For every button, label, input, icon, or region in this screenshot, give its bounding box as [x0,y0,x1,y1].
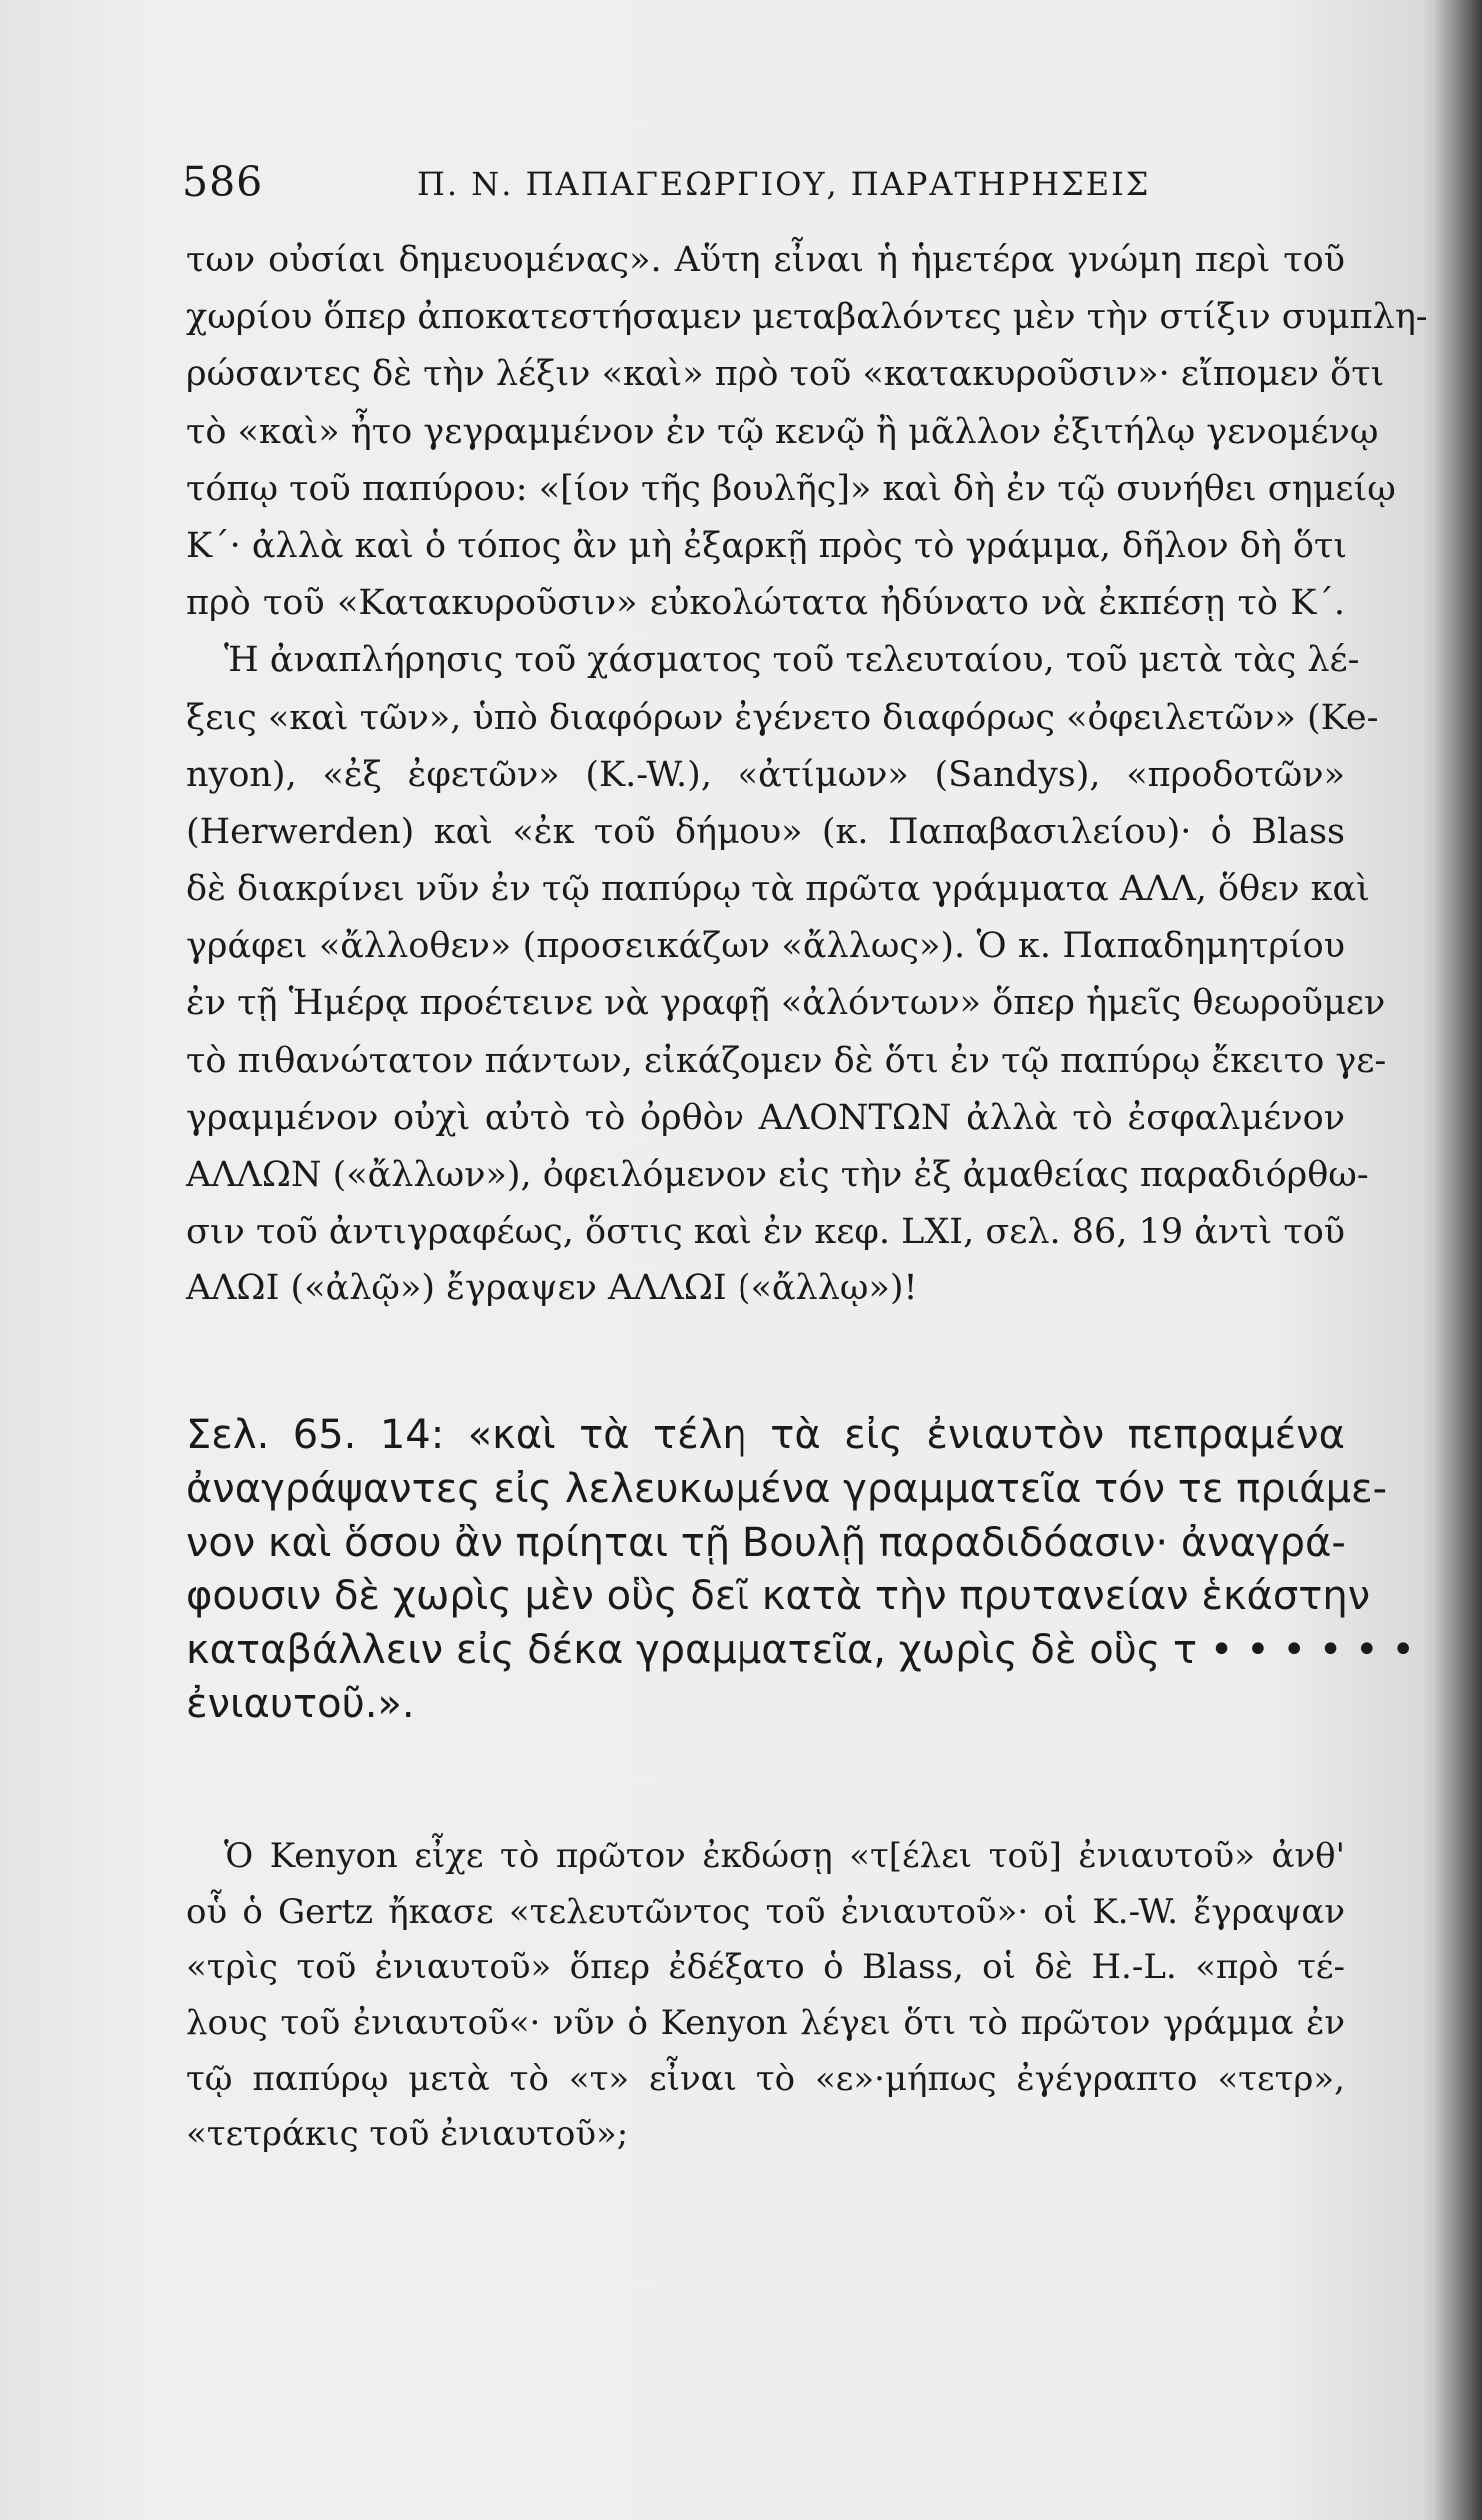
quote-line: Σελ. 65. 14: «καὶ τὰ τέλη τὰ εἰς ἐνιαυτὸν πεπραμένα [186,1412,1345,1458]
text-line: τὸ πιθανώτατον πάντων, εἰκάζομεν δὲ ὅτι ἐν τῷ παπύρῳ ἔκειτο γε- [186,1040,1387,1081]
text-line: «τρὶς τοῦ ἐνιαυτοῦ» ὅπερ ἐδέξατο ὁ Blass, οἱ δὲ H.-L. «πρὸ τέ- [186,1947,1345,1988]
quote-line: καταβάλλειν εἰς δέκα γραμματεῖα, χωρὶς δὲ οὓς τ • • • • • • [186,1627,1415,1674]
text-line: των οὐσίαι δημευομένας». Αὕτη εἶναι ἡ ἡμετέρα γνώμη περὶ τοῦ [186,240,1345,280]
text-line: ΑΛΛΩΝ («ἄλλων»), ὀφειλόμενον εἰς τὴν ἐξ ἀμαθείας παραδιόρθω- [186,1155,1369,1195]
commentary-block [186,232,1428,1318]
text-line: σιν τοῦ ἀντιγραφέως, ὅστις καὶ ἐν κεφ. LXI, σελ. 86, 19 ἀντὶ τοῦ [186,1212,1346,1253]
text-line: ξεις «καὶ τῶν», ὑπὸ διαφόρων ἐγένετο διαφόρως «ὀφειλετῶν» (Ke- [186,697,1379,738]
quote-line: ἀναγράψαντες εἰς λελευκωμένα γραμματεῖα τόν τε πριάμε- [186,1465,1388,1512]
text-line: γράφει «ἄλλοθεν» (προσεικάζων «ἄλλως»). Ὁ κ. Παπαδημητρίου [186,926,1345,967]
page-edge-shadow [1436,0,1482,2520]
text-line: ρώσαντες δὲ τὴν λέξιν «καὶ» πρὸ τοῦ «κατακυροῦσιν»· εἴπομεν ὅτι [186,354,1385,395]
commentary-block-2 [186,1829,1345,2163]
text-line: γραμμένον οὐχὶ αὐτὸ τὸ ὀρθὸν ΑΛΟΝΤΩΝ ἀλλὰ τὸ ἐσφαλμένον [186,1097,1345,1138]
text-line: χωρίου ὅπερ ἀποκατεστήσαμεν μεταβαλόντες μὲν τὴν στίξιν συμπλη- [186,297,1428,338]
page-number: 586 [182,158,264,206]
header-title: Π. Ν. ΠΑΠΑΓΕΩΡΓΙΟΥ, ΠΑΡΑΤΗΡΗΣΕΙΣ [417,165,1151,203]
quote-line: ἐνιαυτοῦ.». [186,1680,415,1727]
text-line: Ἡ ἀναπλήρησις τοῦ χάσματος τοῦ τελευταίου, τοῦ μετὰ τὰς λέ- [224,640,1360,681]
text-line: ΑΛΩΙ («ἀλῷ») ἔγραψεν ΑΛΛΩΙ («ἄλλῳ»)! [186,1268,918,1309]
text-line: Ὁ Kenyon εἶχε τὸ πρῶτον ἐκδώσῃ «τ[έλει τοῦ] ἐνιαυτοῦ» ἀνθ' [224,1836,1345,1876]
text-line: λους τοῦ ἐνιαυτοῦ«· νῦν ὁ Kenyon λέγει ὅτι τὸ πρῶτον γράμμα ἐν [186,2003,1345,2044]
quote-line: νον καὶ ὅσου ἂν πρίηται τῇ Βουλῇ παραδιδόασιν· ἀναγρά- [186,1519,1346,1566]
quoted-passage [186,1409,1415,1732]
text-line: δὲ διακρίνει νῦν ἐν τῷ παπύρῳ τὰ πρῶτα γράμματα ΑΛΛ, ὅθεν καὶ [186,869,1370,910]
text-line: πρὸ τοῦ «Κατακυροῦσιν» εὐκολώτατα ἠδύνατο νὰ ἐκπέσῃ τὸ Κ΄. [186,583,1345,624]
text-line: τῷ παπύρῳ μετὰ τὸ «τ» εἶναι τὸ «ε»·μήπως ἐγέγραπτο «τετρ», [186,2058,1345,2099]
running-head [182,158,1331,208]
quote-line: φουσιν δὲ χωρὶς μὲν οὓς δεῖ κατὰ τὴν πρυτανείαν ἑκάστην [186,1573,1371,1620]
text-line: τὸ «καὶ» ἦτο γεγραμμένον ἐν τῷ κενῷ ἢ μᾶλλον ἐξιτήλῳ γενομένῳ [186,411,1379,452]
text-line: Κ΄· ἀλλὰ καὶ ὁ τόπος ἂν μὴ ἐξαρκῇ πρὸς τὸ γράμμα, δῆλον δὴ ὅτι [186,525,1348,566]
text-line: nyon), «ἐξ ἐφετῶν» (K.-W.), «ἀτίμων» (Sandys), «προδοτῶν» [186,754,1345,795]
text-line: «τετράκις τοῦ ἐνιαυτοῦ»; [186,2114,629,2155]
text-line: τόπῳ τοῦ παπύρου: «[ίον τῆς βουλῆς]» καὶ δὴ ἐν τῷ συνήθει σημείῳ [186,468,1396,509]
text-line: (Herwerden) καὶ «ἐκ τοῦ δήμου» (κ. Παπαβασιλείου)· ὁ Blass [186,811,1345,852]
text-line: ἐν τῇ Ἡμέρᾳ προέτεινε νὰ γραφῇ «ἀλόντων» ὅπερ ἡμεῖς θεωροῦμεν [186,983,1386,1024]
text-line: οὗ ὁ Gertz ἤκασε «τελευτῶντος τοῦ ἐνιαυτοῦ»· οἱ K.-W. ἔγραψαν [186,1891,1345,1932]
